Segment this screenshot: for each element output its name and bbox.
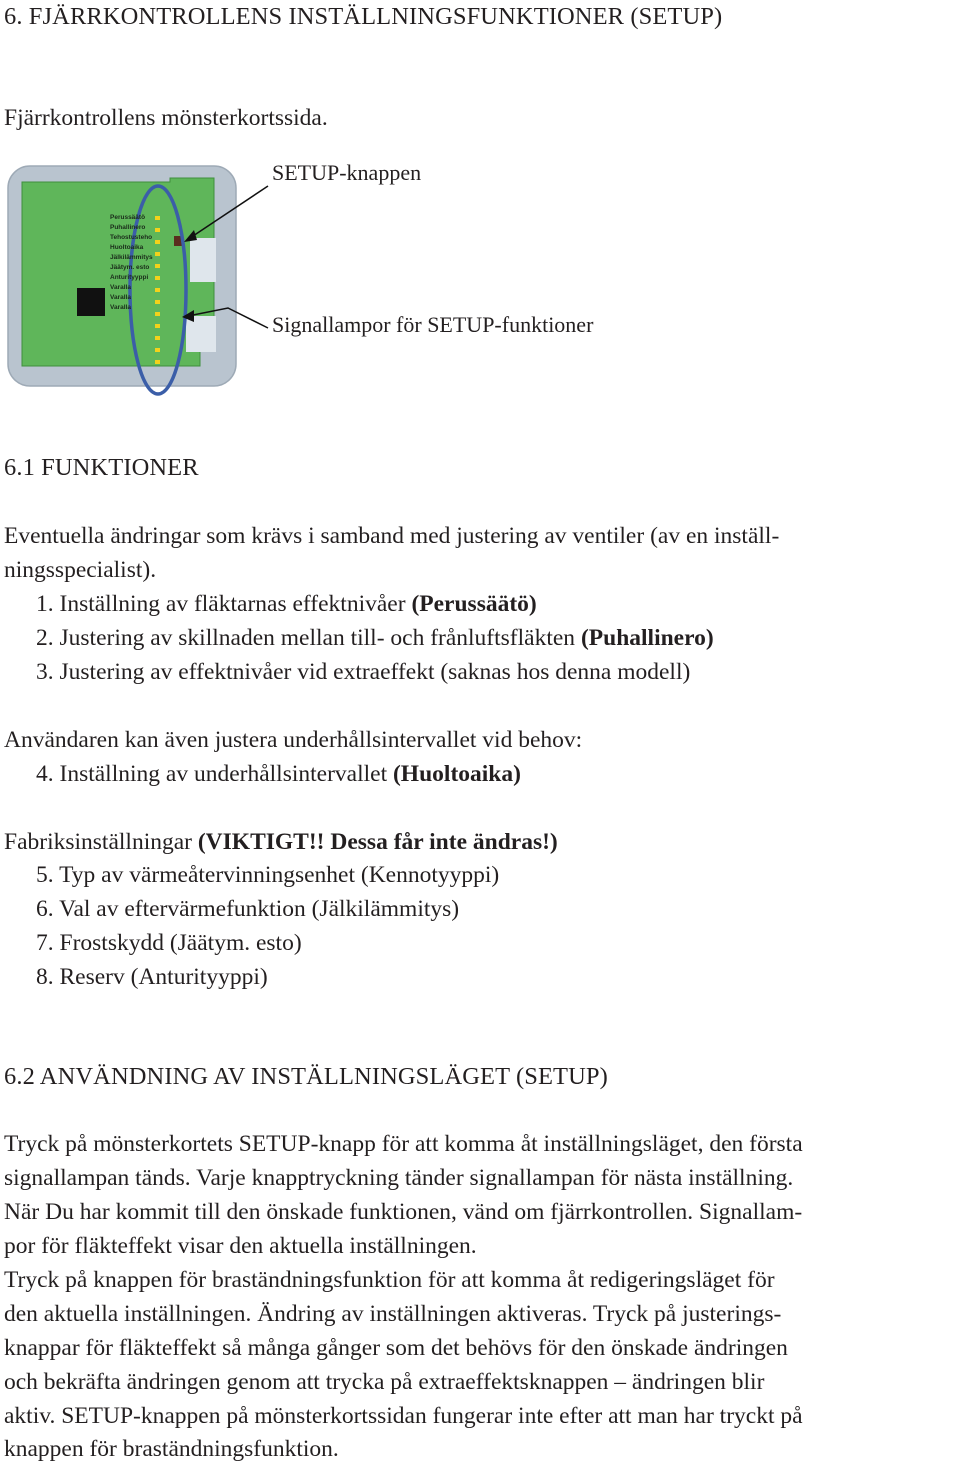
led-icon [155,216,160,220]
list-item: 1. Inställning av fläktarnas effektnivåer (Perussäätö) [36,591,537,617]
usage-line: den aktuella inställningen. Ändring av inställningen aktiveras. Tryck på justerings- [4,1301,782,1327]
section-title: 6. FJÄRRKONTROLLENS INSTÄLLNINGSFUNKTIONER (SETUP) [4,3,723,30]
setup-button-callout: SETUP-knappen [272,160,422,185]
list-item: 6. Val av eftervärmefunktion (Jälkilämmitys) [36,896,460,922]
usage-line: Tryck på mönsterkortets SETUP-knapp för att komma åt inställningsläget, den första [4,1131,803,1157]
led-icon [155,336,160,340]
led-icon [155,240,160,244]
user-intro: Användaren kan även justera underhållsintervallet vid behov: [4,727,583,753]
list-item: 5. Typ av värmeåtervinningsenhet (Kennotyyppi) [36,862,500,888]
usage-line: signallampan tänds. Varje knapptryckning tänder signallampan för nästa inställning. [4,1165,794,1191]
led-icon [155,264,160,268]
usage-line: Tryck på knappen för braständningsfunktion för att komma åt redigeringsläget för [4,1267,775,1293]
board-cutout [186,316,216,352]
usage-heading: 6.2 ANVÄNDNING AV INSTÄLLNINGSLÄGET (SETUP) [4,1063,608,1090]
led-icon [155,228,160,232]
usage-line: och bekräfta ändringen genom att trycka på extraeffektsknappen – ändringen blir [4,1369,765,1395]
board-cutout [190,238,216,282]
led-icon [155,300,160,304]
signal-leds-callout: Signallampor för SETUP-funktioner [272,312,594,337]
board-label: Varalla [110,284,131,291]
functions-heading: 6.1 FUNKTIONER [4,454,199,481]
board-label: Perussäätö [110,214,146,221]
usage-line: aktiv. SETUP-knappen på mönsterkortssidan fungerar inte efter att man har tryckt på [4,1403,803,1429]
board-label: Puhallinero [110,224,146,231]
board-label: Anturityyppi [110,274,149,281]
pcb-figure [0,150,900,400]
led-icon [155,360,160,364]
usage-line: knappar för fläkteffekt så många gånger som det behövs för den önskade ändringen [4,1335,788,1361]
functions-intro-line: Eventuella ändringar som krävs i samband med justering av ventiler (av en inställ- [4,523,780,549]
list-item: 4. Inställning av underhållsintervallet (Huoltoaika) [36,761,521,787]
list-item: 7. Frostskydd (Jäätym. esto) [36,930,302,956]
led-icon [155,348,160,352]
list-item: 3. Justering av effektnivåer vid extraeffekt (saknas hos denna modell) [36,659,691,685]
usage-line: När Du har kommit till den önskade funktionen, vänd om fjärrkontrollen. Signallam- [4,1199,803,1225]
board-label: Jälkilämmitys [110,254,153,261]
led-icon [155,288,160,292]
list-item: 8. Reserv (Anturityyppi) [36,964,268,990]
board-label: Varalla [110,304,131,311]
usage-line: knappen för braständningsfunktion. [4,1436,339,1462]
functions-intro-line: ningsspecialist). [4,557,157,583]
board-label: Jäätym. esto [110,264,150,271]
board-label: Huoltoaika [110,244,144,251]
led-icon [155,252,160,256]
led-icon [155,324,160,328]
figure-caption: Fjärrkontrollens mönsterkortssida. [4,105,328,131]
factory-intro: Fabriksinställningar (VIKTIGT!! Dessa får inte ändras!) [4,829,558,855]
board-label: Tehostusteho [110,234,153,241]
board-label: Varalla [110,294,131,301]
chip-icon [77,288,105,316]
list-item: 2. Justering av skillnaden mellan till- och frånluftsfläkten (Puhallinero) [36,625,714,651]
usage-line: por för fläkteffekt visar den aktuella inställningen. [4,1233,477,1259]
led-icon [155,276,160,280]
led-icon [155,312,160,316]
